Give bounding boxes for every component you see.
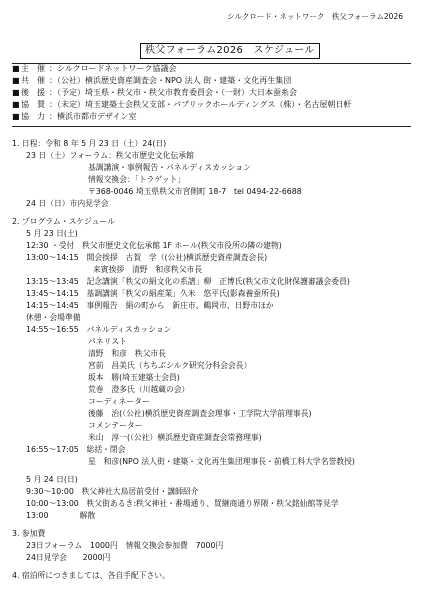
program-line: パネリスト [88,337,127,346]
program-line: 荒巻 澄多氏（川越蔵の会） [88,385,190,394]
program-line: 12:30 ・受付 秩父市歴史文化伝承館 1F ホール(秩父市役所の隣の建物) [26,241,282,250]
org-text: ：横浜市都市デザイン室 [49,112,137,121]
page-title: 秩父フォーラム2026 スケジュール [140,43,320,59]
bullet-icon: ■ [12,100,20,109]
org-label: 共 催 [21,76,45,85]
fee-line: 23日フォーラム 1000円 情報交換会参加費 7000円 [26,541,224,550]
org-text: ：シルクロードネットワーク協議会 [49,64,177,73]
org-label: 主 催 [21,64,45,73]
program-line: 来賓挨拶 清野 和彦秩父市長 [93,265,203,274]
program-line: 米山 淳一(（公社）横浜歴史資産調査会常務理事) [88,433,262,442]
program-line: 14:55～16:55 パネルディスカッション [26,325,172,334]
section-4-heading: 4. 宿泊所につきましては、各自手配下さい。 [12,571,170,580]
schedule-line: 基調講演・事例報告・パネルディスカッション [88,163,251,172]
organizer-row-cooperation [12,112,351,124]
bullet-icon: ■ [12,76,20,85]
program-line: 後藤 治(（公社)横浜歴史資産調査会理事・工学院大学前理事長) [88,409,312,418]
org-label: 協 賛 [21,100,45,109]
section-2-heading: 2. プログラム・スケジュール [12,217,115,226]
bullet-icon: ■ [12,112,20,121]
program-line: 10:00～13:00 秩父街あるき:秩父神社・番場通り、買継商通り界隈・秩父銘仙館等見学 [26,499,339,508]
organizer-list [12,64,351,124]
program-line: 14:15～14:45 事例報告 絹の町から 新庄市、鶴岡市、日野市ほか [26,301,274,310]
bullet-icon: ■ [12,88,20,97]
program-line: 16:55～17:05 総括・閉会 [26,445,126,454]
divider-bottom [12,126,411,127]
org-label: 後 援 [21,88,45,97]
org-text: ：（予定）埼玉県・秩父市・秩父市教育委員会・（一財）大日本蚕糸会 [49,88,297,97]
program-line: コーディネーター [88,397,150,406]
schedule-line: 24 日（日）市内見学会 [26,199,109,208]
organizer-row-sponsor [12,100,351,112]
day-heading: 5 月 24 日(日) [26,475,78,484]
bullet-icon: ■ [12,64,20,73]
program-line: 13:00 解散 [26,511,96,520]
organizer-row-host [12,64,351,76]
organizer-row-support [12,88,351,100]
day-heading: 5 月 23 日(土) [26,229,78,238]
program-line: 坂本 勝(埼玉建築士会員) [88,373,180,382]
program-line: 13:45～14:15 基調講演「秩父の絹産業」久米 悠平氏(影森養蚕所長) [26,289,280,298]
program-line: 休憩・会場準備 [26,313,81,322]
program-line: 宮前 昌美氏（ちちぶシルク研究分科会会長） [88,361,252,370]
schedule-line: 〒368-0046 埼玉県秩父市宮側町 18-7 tel 0494-22-6688 [88,187,302,196]
org-label: 協 力 [21,112,45,121]
org-text: ：（未定）埼玉建築士会秩父支部・パブリックホールディングス（株）・名古屋朝日軒 [49,100,352,109]
fee-line: 24日見学会 2000円 [26,553,111,562]
header-tag: シルクロード・ネットワーク 秩父フォーラム2026 [227,12,403,21]
program-line: 13:00～14:15 開会挨拶 古賀 学（(公社)横浜歴史資産調査会長) [26,253,268,262]
program-line: 清野 和彦 秩父市長 [88,349,166,358]
section-3-heading: 3. 参加費 [12,529,46,538]
organizer-row-cohost [12,76,351,88]
schedule-line: 情報交換会：「トラゲット」 [88,175,186,184]
program-line: 13:15～13:45 記念講演「秩父の絹文化の系譜」柳 正博氏(秩父市文化財保護審議会委員) [26,277,350,286]
program-line: 星 和彦(NPO 法人街・建築・文化再生集団理事長・前橋工科大学名誉教授) [88,457,355,466]
program-line: コメンテーター [88,421,143,430]
org-text: ：（公社）横浜歴史資産調査会・NPO 法人 街・建築・文化再生集団 [49,76,292,85]
schedule-line: 23 日（土）フォーラム：秩父市歴史文化伝承館 [26,151,194,160]
section-1-heading: 1. 日程：令和 8 年 5 月 23 日（土）24(日) [12,139,167,148]
program-line: 9:30～10:00 秩父神社大鳥居前受付・講師紹介 [26,487,199,496]
